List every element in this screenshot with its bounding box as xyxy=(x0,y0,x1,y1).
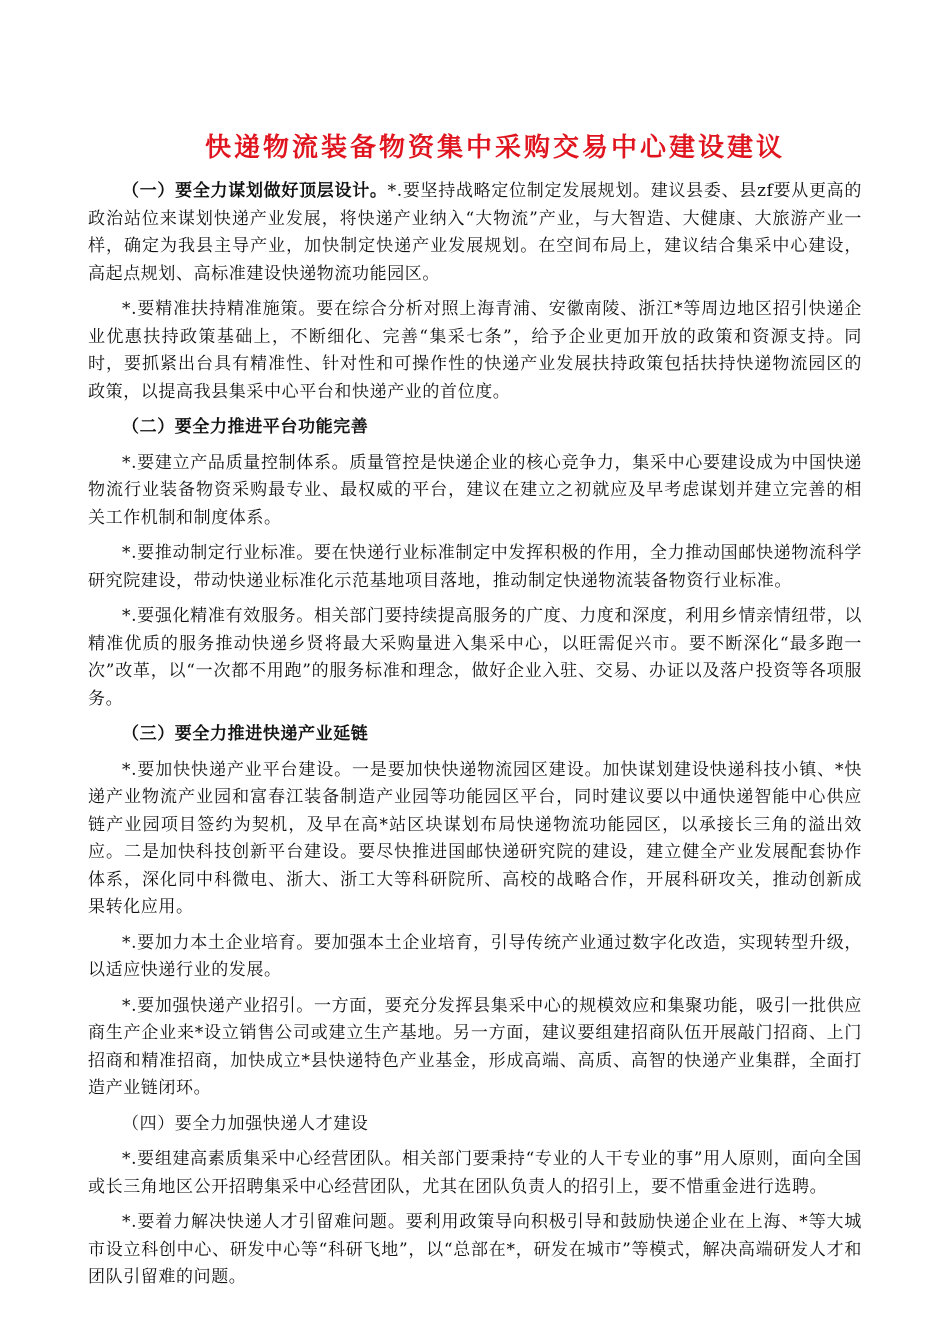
section-2-paragraph-1: *.要建立产品质量控制体系。质量管控是快递企业的核心竞争力，集采中心要建设成为中国快递物流行业装备物资采购最专业、最权威的平台，建议在建立之初就应及早考虑谋划并建立完善的相关工作机制和制度体系。 xyxy=(88,452,862,528)
section-3-paragraph-3: *.要加强快递产业招引。一方面，要充分发挥县集采中心的规模效应和集聚功能，吸引一批供应商生产企业来*设立销售公司或建立生产基地。另一方面，建议要组建招商队伍开展敲门招商、上门招商和精准招商，加快成立*县快递特色产业基金，形成高端、高质、高智的快递产业集群，全面打造产业链闭环。 xyxy=(88,995,862,1098)
section-3-paragraph-2: *.要加力本土企业培育。要加强本土企业培育，引导传统产业通过数字化改造，实现转型升级，以适应快递行业的发展。 xyxy=(88,932,862,980)
section-4-heading: （四）要全力加强快递人才建设 xyxy=(122,1113,369,1134)
section-3-heading: （三）要全力推进快递产业延链 xyxy=(122,724,369,744)
section-2-paragraph-2: *.要推动制定行业标准。要在快递行业标准制定中发挥积极的作用，全力推动国邮快递物流科学研究院建设，带动快递业标准化示范基地项目落地，推动制定快递物流装备物资行业标准。 xyxy=(88,543,862,591)
section-4-paragraph-1: *.要组建高素质集采中心经营团队。相关部门要秉持“专业的人干专业的事”用人原则，面向全国或长三角地区公开招聘集采中心经营团队，尤其在团队负责人的招引上，要不惜重金进行选聘。 xyxy=(88,1149,862,1197)
section-3-paragraph-1: *.要加快快递产业平台建设。一是要加快快递物流园区建设。加快谋划建设快递科技小镇、*快递产业物流产业园和富春江装备制造产业园等功能园区平台，同时建议要以中通快递智能中心供应链产业园项目签约为契机，及早在高*站区块谋划布局快递物流功能园区，以承接长三角的溢出效应。二是加快科技创新平台建设。要尽快推进国邮快递研究院的建设，建立健全产业发展配套协作体系，深化同中科微电、浙大、浙工大等科研院所、高校的战略合作，开展科研攻关，推动创新成果转化应用。 xyxy=(88,759,862,917)
section-2-paragraph-3: *.要强化精准有效服务。相关部门要持续提高服务的广度、力度和深度，利用乡情亲情纽带，以精准优质的服务推动快递乡贤将最大采购量进入集采中心，以旺需促兴市。要不断深化“最多跑一次”改革，以“一次都不用跑”的服务标准和理念，做好企业入驻、交易、办证以及落户投资等各项服务。 xyxy=(88,606,862,709)
section-2-heading: （二）要全力推进平台功能完善 xyxy=(122,417,369,437)
section-1-heading: （一）要全力谋划做好顶层设计。 xyxy=(122,181,388,201)
section-4-paragraph-2: *.要着力解决快递人才引留难问题。要利用政策导向积极引导和鼓励快递企业在上海、*等大城市设立科创中心、研发中心等“科研飞地”，以“总部在*，研发在城市”等模式，解决高端研发人才和团队引留难的问题。 xyxy=(88,1212,862,1287)
document-title: 快递物流装备物资集中采购交易中心建设建议 xyxy=(204,133,785,163)
document-page xyxy=(88,128,862,1300)
section-1-paragraph-1 xyxy=(88,178,862,288)
section-1-paragraph-2: *.要精准扶持精准施策。要在综合分析对照上海青浦、安徽南陵、浙江*等周边地区招引快递企业优惠扶持政策基础上，不断细化、完善“集采七条”，给予企业更加开放的政策和资源支持。同时，要抓紧出台具有精准性、针对性和可操作性的快递产业发展扶持政策包括扶持快递物流园区的政策，以提高我县集采中心平台和快递产业的首位度。 xyxy=(88,299,862,402)
section-1-paragraph-1-text: *.要坚持战略定位制定发展规划。建议县委、县zf要从更高的政治站位来谋划快递产业发展，将快递产业纳入“大物流”产业，与大智造、大健康、大旅游产业一样，确定为我县主导产业，加快制定快递产业发展规划。在空间布局上，建议结合集采中心建设，高起点规划、高标准建设快递物流功能园区。 xyxy=(88,181,862,284)
